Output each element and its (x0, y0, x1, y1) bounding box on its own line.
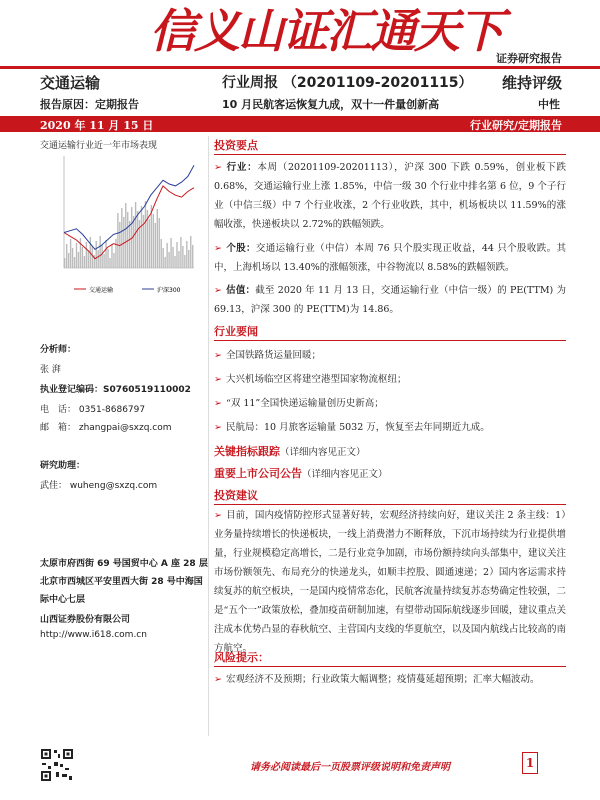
chart-bar (64, 258, 65, 268)
address-line-3: 际中心七层 (40, 595, 86, 605)
chart-bar (133, 216, 134, 268)
chart-bar (70, 239, 71, 268)
section-investment-points (214, 136, 566, 155)
section-title: 行业要闻 (214, 325, 258, 338)
chart-bar (125, 203, 126, 268)
chart-bar (172, 247, 173, 268)
rating: 维持评级 (501, 74, 562, 92)
chart-bar (184, 255, 185, 268)
phone: 电 话： 0351-8686797 (40, 405, 146, 415)
chart-bar (96, 241, 97, 268)
list-item: ➢ “双 11”全国快递运输量创历史新高； (214, 398, 384, 409)
chart-bar (66, 244, 67, 268)
chart-bar (72, 248, 73, 268)
chart-bar (76, 243, 77, 268)
chart-bar (99, 236, 100, 268)
chart-bar (190, 236, 191, 268)
page-number: 1 (522, 752, 538, 774)
chart-bar (129, 221, 130, 268)
chart-bar (84, 256, 85, 268)
chart-bar (176, 242, 177, 268)
assistant-label: 研究助理： (40, 461, 86, 471)
chart-bar (82, 247, 83, 268)
section-rule (214, 504, 566, 505)
risk-paragraph: ➢ 宏观经济不及预期；行业政策大幅调整；疫情蔓延超预期；汇率大幅波动。 (214, 674, 540, 685)
chart-bar (68, 253, 69, 268)
arrow-icon: ➢ (214, 350, 222, 361)
section-industry-news (214, 322, 566, 341)
company-logo-text: 信义山证汇通天下 (150, 4, 502, 58)
paragraph-stocks: ➢ 个股：交通运输行业（中信）本周 76 只个股实现正收益，44 只个股收跌。其中，上海机场以 13.40%的涨幅领涨，中谷物流以 8.58%的跌幅领跌。 (214, 243, 566, 273)
chart-bar (149, 219, 150, 268)
chart-bar (162, 248, 163, 268)
section-company-announcements: 重要上市公司公告（详细内容见正文） (214, 467, 388, 480)
paragraph-industry: ➢ 行业：本周（20201109-20201113），沪深 300 下跌 0.59%，创业板下跌 0.68%，交通运输行业上涨 1.85%，中信一级 30 个行业中排名第 6 位，9 个子行业（中信三级）中 7 个行业收涨，2 个行业收跌，其中，机场板块以 11.59%的涨幅收涨，快递板块以 2.72%的跌幅领跌。 (214, 162, 566, 230)
chart-bar (159, 218, 160, 268)
qr-code-icon (40, 748, 74, 782)
section-risk (214, 648, 566, 667)
news-list (214, 344, 566, 440)
headline: 10 月民航客运恢复九成，双十一件量创新高 (222, 98, 440, 111)
chart-bar (111, 244, 112, 268)
website-link[interactable]: http://www.i618.com.cn (40, 630, 147, 640)
section-title: 投资要点 (214, 139, 258, 152)
chart-bar (188, 250, 189, 268)
chart-bar (182, 246, 183, 268)
arrow-icon: ➢ (214, 374, 222, 385)
date-bar (0, 116, 600, 132)
chart-bar (107, 249, 108, 268)
arrow-icon: ➢ (214, 398, 222, 409)
section-key-indicators: 关键指标跟踪（详细内容见正文） (214, 445, 366, 458)
chart-bar (74, 257, 75, 268)
list-item: ➢ 全国铁路货运量回暖； (214, 350, 321, 361)
chart-bar (192, 245, 193, 268)
chart-bar (80, 238, 81, 268)
chart-bar (92, 246, 93, 268)
report-type: 证券研究报告 (496, 52, 562, 65)
chart-bar (157, 209, 158, 268)
chart-bar (135, 202, 136, 268)
chart-bar (164, 257, 165, 268)
arrow-icon: ➢ (214, 243, 222, 254)
company-name: 山西证券股份有限公司 (40, 615, 131, 625)
column-divider (208, 136, 209, 736)
chart-bar (168, 252, 169, 268)
section-rule (214, 340, 566, 341)
chart-title: 交通运输行业近一年市场表现 (40, 141, 158, 151)
chart-bar (145, 201, 146, 268)
chart-bar (178, 251, 179, 268)
chart-bar (109, 258, 110, 268)
chart-bar (121, 208, 122, 268)
chart-bar (141, 206, 142, 268)
section-title: 投资建议 (214, 489, 258, 502)
section-title: 风险提示： (214, 651, 269, 664)
chart-bar (166, 243, 167, 268)
paragraph-valuation: ➢ 估值：截至 2020 年 11 月 13 日，交通运输行业（中信一级）的 PE(TTM) 为 69.13，沪深 300 的 PE(TTM)为 14.86。 (214, 285, 566, 315)
header-divider (0, 66, 600, 69)
report-date: 2020 年 11 月 15 日 (40, 119, 154, 132)
address-line-1: 太原市府西街 69 号国贸中心 A 座 28 层 (40, 559, 208, 569)
market-performance-chart (40, 150, 200, 300)
list-item: ➢ 民航局：10 月旅客运输量 5032 万，恢复至去年同期近九成。 (214, 422, 490, 433)
chart-bar (174, 256, 175, 268)
license-number: 执业登记编码：S0760519110002 (40, 385, 191, 395)
sector-name: 交通运输 (40, 74, 101, 92)
chart-bar (78, 252, 79, 268)
arrow-icon: ➢ (214, 162, 222, 173)
analyst-name: 张 湃 (40, 365, 61, 375)
chart-bar (155, 223, 156, 268)
chart-bar (105, 240, 106, 268)
section-rule (214, 154, 566, 155)
section-investment-advice (214, 486, 566, 505)
chart-bar (180, 237, 181, 268)
chart-bar (137, 211, 138, 268)
chart-bar (88, 251, 89, 268)
chart-bar (161, 239, 162, 268)
report-reason: 报告原因：定期报告 (40, 98, 139, 111)
arrow-icon: ➢ (214, 510, 222, 521)
chart-bar (117, 213, 118, 268)
arrow-icon: ➢ (214, 285, 222, 296)
chart-bar (97, 250, 98, 268)
weekly-title: 行业周报 （20201109-20201115） (222, 75, 473, 91)
advice-paragraph: ➢ 目前，国内疫情防控形式显著好转，宏观经济持续向好，建议关注 2 条主线：1）业务量持续增长的快递板块，一线上消费潜力不断释放，下沉市场持续为行业提供增量，行业规模稳定高增长，二是行业竞争加剧，市场份额持续向头部集中，建议关注市场份额领先、布局充分的快递龙头，如顺丰控股、圆通速递；2）国内客运需求持续复苏的航空板块，一是国内疫情常态化，民航客流量持续复苏态势确定性较强，二是“五个一”政策放松，叠加疫苗研制加速，有望带动国际航线逐步回暖，建议重点关注成本优势凸显的春秋航空、主营国内支线的华夏航空，以及国内航线占比较高的南方航空。 (214, 510, 566, 654)
analyst-label: 分析师： (40, 345, 77, 355)
chart-bar (86, 242, 87, 268)
address-line-2: 北京市西城区平安里西大街 28 号中海国 (40, 577, 203, 587)
report-category: 行业研究/定期报告 (469, 119, 562, 132)
arrow-icon: ➢ (214, 674, 222, 685)
chart-bar (143, 215, 144, 268)
legend-label: 沪深300 (157, 287, 181, 294)
chart-bar (115, 239, 116, 268)
chart-bar (186, 241, 187, 268)
chart-bar (103, 254, 104, 268)
chart-bar (101, 245, 102, 268)
list-item: ➢ 大兴机场临空区将建空港型国家物流枢纽； (214, 374, 407, 385)
section-rule (214, 666, 566, 667)
assistant-contact[interactable]: 武佳： wuheng@sxzq.com (40, 481, 158, 491)
email[interactable]: 邮 箱： zhangpai@sxzq.com (40, 423, 172, 433)
arrow-icon: ➢ (214, 422, 222, 433)
disclaimer: 请务必阅读最后一页股票评级说明和免责声明 (250, 762, 450, 773)
rating-value: 中性 (538, 98, 560, 111)
chart-bar (153, 214, 154, 268)
legend-label: 交通运输 (89, 287, 114, 294)
chart-bar (170, 238, 171, 268)
chart-bar (113, 253, 114, 268)
